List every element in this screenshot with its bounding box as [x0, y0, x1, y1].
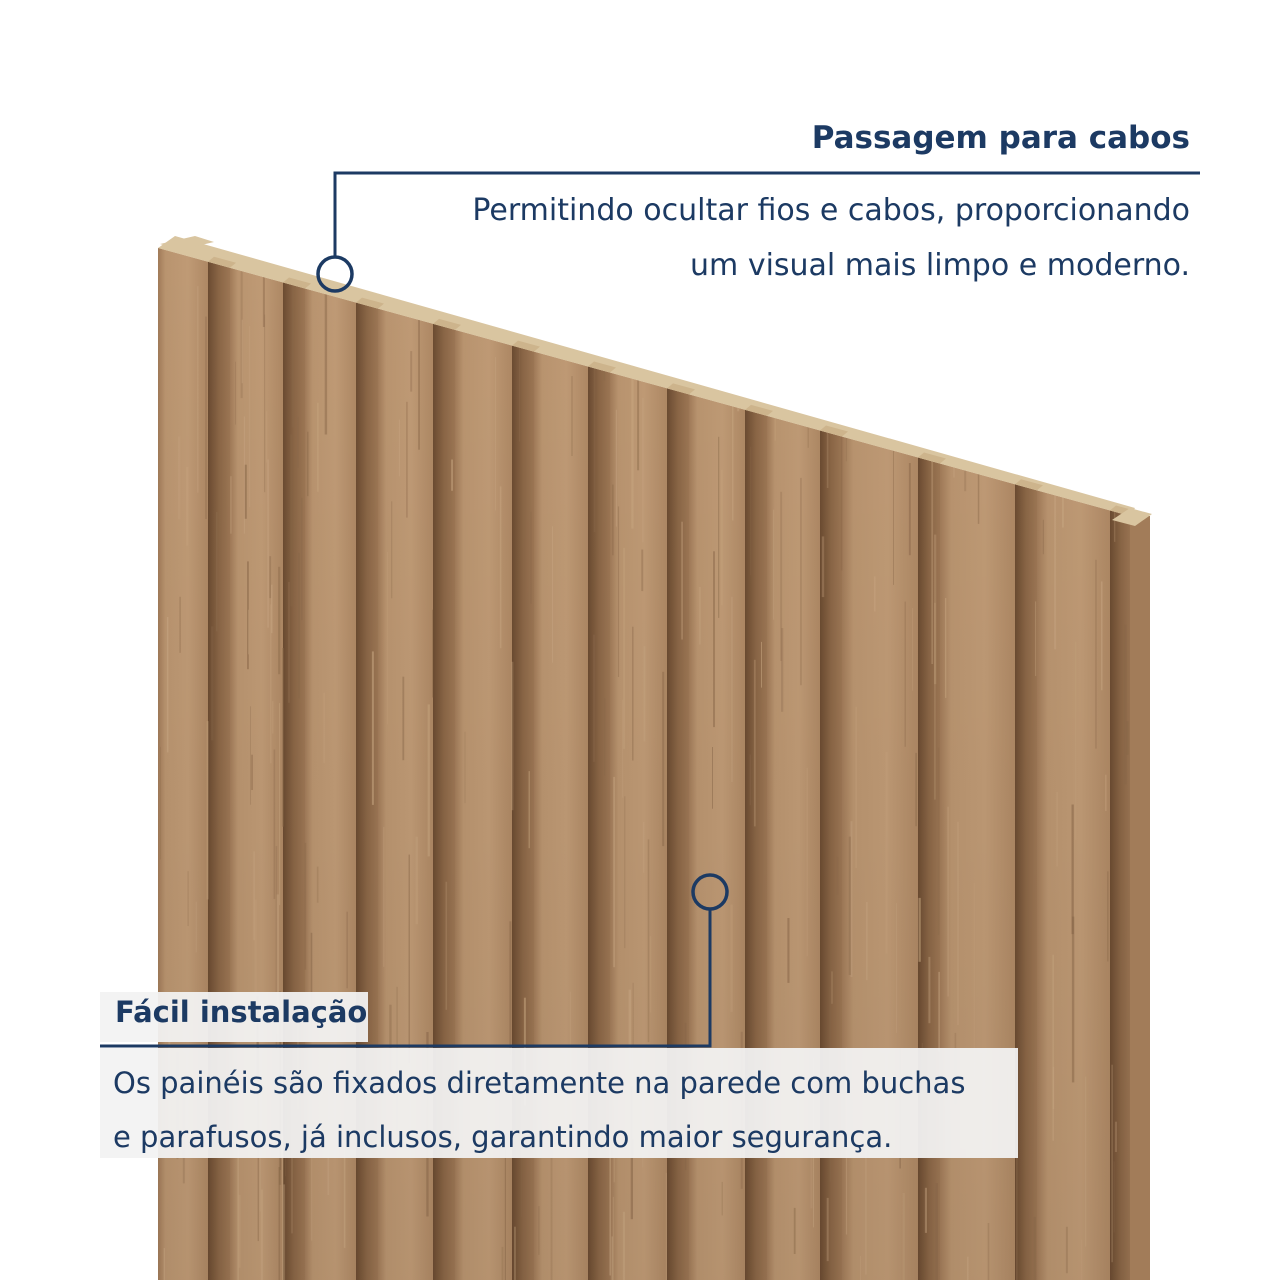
wood-grain — [740, 320, 741, 399]
wood-grain — [928, 313, 929, 349]
wood-grain — [1139, 281, 1141, 457]
wood-grain — [1120, 431, 1121, 483]
description-line: Os painéis são fixados diretamente na parede com buchas — [113, 1066, 966, 1100]
wood-grain — [737, 287, 739, 412]
cable-passage-description — [472, 183, 1190, 293]
description-line: e parafusos, já inclusos, garantindo maior segurança. — [113, 1120, 893, 1154]
wood-grain — [425, 252, 426, 311]
description-line: um visual mais limpo e moderno. — [690, 248, 1190, 283]
cable-passage-title: Passagem para cabos — [811, 120, 1190, 156]
wood-grain — [1118, 335, 1119, 514]
wood-grain — [906, 318, 907, 420]
description-line: Permitindo ocultar fios e cabos, proporcionando — [472, 193, 1190, 228]
wood-grain — [1047, 357, 1048, 460]
panel-right-edge — [1130, 516, 1150, 1280]
wood-grain — [792, 359, 794, 413]
wood-grain — [948, 387, 950, 439]
easy-installation-title: Fácil instalação — [115, 995, 368, 1029]
easy-installation-description — [113, 1056, 965, 1164]
